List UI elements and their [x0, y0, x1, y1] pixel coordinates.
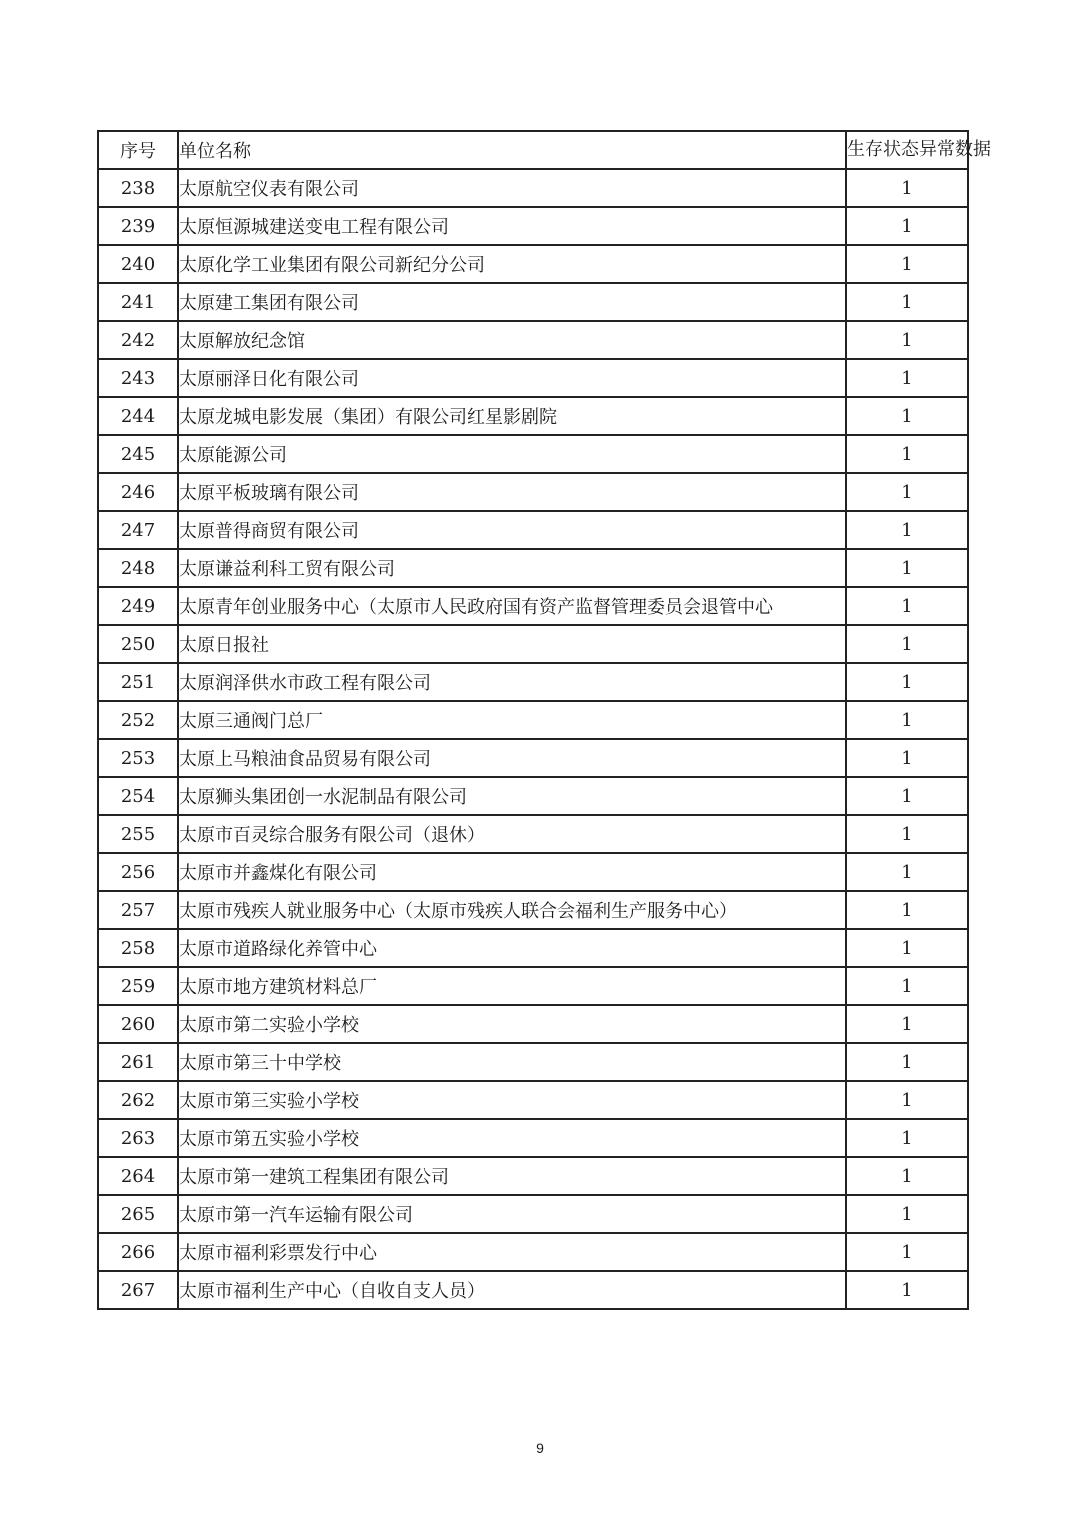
row-serial-number: 242 — [98, 321, 178, 359]
table-row — [98, 739, 968, 777]
row-unit-name: 太原上马粮油食品贸易有限公司 — [178, 739, 846, 777]
row-serial-number: 252 — [98, 701, 178, 739]
table-row — [98, 321, 968, 359]
row-abnormal-count: 1 — [846, 435, 968, 473]
row-abnormal-count: 1 — [846, 549, 968, 587]
row-unit-name: 太原市第三实验小学校 — [178, 1081, 846, 1119]
table-row — [98, 1233, 968, 1271]
table-row — [98, 1005, 968, 1043]
row-serial-number: 248 — [98, 549, 178, 587]
row-serial-number: 266 — [98, 1233, 178, 1271]
row-serial-number: 254 — [98, 777, 178, 815]
row-serial-number: 246 — [98, 473, 178, 511]
table-row — [98, 169, 968, 207]
row-abnormal-count: 1 — [846, 625, 968, 663]
row-unit-name: 太原润泽供水市政工程有限公司 — [178, 663, 846, 701]
row-serial-number: 245 — [98, 435, 178, 473]
table-row — [98, 207, 968, 245]
row-abnormal-count: 1 — [846, 1043, 968, 1081]
row-serial-number: 261 — [98, 1043, 178, 1081]
row-unit-name: 太原平板玻璃有限公司 — [178, 473, 846, 511]
row-abnormal-count: 1 — [846, 587, 968, 625]
table-row — [98, 549, 968, 587]
table-row — [98, 815, 968, 853]
row-serial-number: 243 — [98, 359, 178, 397]
row-serial-number: 259 — [98, 967, 178, 1005]
row-unit-name: 太原市第二实验小学校 — [178, 1005, 846, 1043]
row-unit-name: 太原市福利彩票发行中心 — [178, 1233, 846, 1271]
row-abnormal-count: 1 — [846, 397, 968, 435]
row-abnormal-count: 1 — [846, 511, 968, 549]
table-row — [98, 1081, 968, 1119]
row-unit-name: 太原市残疾人就业服务中心（太原市残疾人联合会福利生产服务中心） — [178, 891, 846, 929]
table-row — [98, 625, 968, 663]
table-row — [98, 435, 968, 473]
table-row — [98, 1195, 968, 1233]
row-serial-number: 258 — [98, 929, 178, 967]
row-unit-name: 太原市百灵综合服务有限公司（退休） — [178, 815, 846, 853]
page-number: 9 — [536, 1440, 544, 1456]
row-abnormal-count: 1 — [846, 1119, 968, 1157]
row-abnormal-count: 1 — [846, 1005, 968, 1043]
row-unit-name: 太原市道路绿化养管中心 — [178, 929, 846, 967]
table-body — [98, 169, 968, 1309]
row-abnormal-count: 1 — [846, 701, 968, 739]
table-row — [98, 1119, 968, 1157]
table-row — [98, 663, 968, 701]
row-abnormal-count: 1 — [846, 929, 968, 967]
row-unit-name: 太原市第一建筑工程集团有限公司 — [178, 1157, 846, 1195]
table-row — [98, 929, 968, 967]
row-abnormal-count: 1 — [846, 1081, 968, 1119]
row-abnormal-count: 1 — [846, 473, 968, 511]
table-row — [98, 397, 968, 435]
row-serial-number: 256 — [98, 853, 178, 891]
table-row — [98, 587, 968, 625]
header-serial-number: 序号 — [98, 131, 178, 169]
row-unit-name: 太原日报社 — [178, 625, 846, 663]
row-unit-name: 太原普得商贸有限公司 — [178, 511, 846, 549]
row-serial-number: 250 — [98, 625, 178, 663]
table-row — [98, 511, 968, 549]
data-table — [97, 130, 991, 1310]
row-serial-number: 253 — [98, 739, 178, 777]
row-serial-number: 262 — [98, 1081, 178, 1119]
table-row — [98, 473, 968, 511]
row-unit-name: 太原市第三十中学校 — [178, 1043, 846, 1081]
row-unit-name: 太原建工集团有限公司 — [178, 283, 846, 321]
row-abnormal-count: 1 — [846, 1271, 968, 1309]
row-unit-name: 太原三通阀门总厂 — [178, 701, 846, 739]
table-row — [98, 777, 968, 815]
table-row — [98, 283, 968, 321]
table-row — [98, 701, 968, 739]
row-serial-number: 238 — [98, 169, 178, 207]
row-abnormal-count: 1 — [846, 777, 968, 815]
row-serial-number: 264 — [98, 1157, 178, 1195]
row-unit-name: 太原龙城电影发展（集团）有限公司红星影剧院 — [178, 397, 846, 435]
row-abnormal-count: 1 — [846, 815, 968, 853]
row-serial-number: 251 — [98, 663, 178, 701]
row-serial-number: 247 — [98, 511, 178, 549]
row-abnormal-count: 1 — [846, 1195, 968, 1233]
table-row — [98, 359, 968, 397]
row-abnormal-count: 1 — [846, 169, 968, 207]
row-unit-name: 太原市并鑫煤化有限公司 — [178, 853, 846, 891]
row-serial-number: 255 — [98, 815, 178, 853]
row-unit-name: 太原市地方建筑材料总厂 — [178, 967, 846, 1005]
row-abnormal-count: 1 — [846, 739, 968, 777]
table-row — [98, 1043, 968, 1081]
row-abnormal-count: 1 — [846, 283, 968, 321]
table-row — [98, 245, 968, 283]
table-row — [98, 891, 968, 929]
table-row — [98, 853, 968, 891]
row-abnormal-count: 1 — [846, 891, 968, 929]
row-serial-number: 241 — [98, 283, 178, 321]
row-abnormal-count: 1 — [846, 1157, 968, 1195]
row-unit-name: 太原丽泽日化有限公司 — [178, 359, 846, 397]
row-unit-name: 太原狮头集团创一水泥制品有限公司 — [178, 777, 846, 815]
row-serial-number: 244 — [98, 397, 178, 435]
header-abnormal-data: 生存状态异常数据 — [846, 131, 968, 169]
row-abnormal-count: 1 — [846, 359, 968, 397]
row-serial-number: 263 — [98, 1119, 178, 1157]
table-row — [98, 967, 968, 1005]
row-serial-number: 249 — [98, 587, 178, 625]
row-unit-name: 太原航空仪表有限公司 — [178, 169, 846, 207]
row-abnormal-count: 1 — [846, 245, 968, 283]
row-abnormal-count: 1 — [846, 853, 968, 891]
row-abnormal-count: 1 — [846, 207, 968, 245]
row-serial-number: 260 — [98, 1005, 178, 1043]
row-unit-name: 太原市第五实验小学校 — [178, 1119, 846, 1157]
row-unit-name: 太原解放纪念馆 — [178, 321, 846, 359]
row-unit-name: 太原市第一汽车运输有限公司 — [178, 1195, 846, 1233]
row-unit-name: 太原谦益利科工贸有限公司 — [178, 549, 846, 587]
row-abnormal-count: 1 — [846, 967, 968, 1005]
row-unit-name: 太原青年创业服务中心（太原市人民政府国有资产监督管理委员会退管中心 — [178, 587, 846, 625]
row-serial-number: 240 — [98, 245, 178, 283]
row-serial-number: 257 — [98, 891, 178, 929]
row-unit-name: 太原化学工业集团有限公司新纪分公司 — [178, 245, 846, 283]
table-row — [98, 1157, 968, 1195]
row-abnormal-count: 1 — [846, 321, 968, 359]
row-unit-name: 太原市福利生产中心（自收自支人员） — [178, 1271, 846, 1309]
header-unit-name: 单位名称 — [178, 131, 846, 169]
row-unit-name: 太原恒源城建送变电工程有限公司 — [178, 207, 846, 245]
row-abnormal-count: 1 — [846, 663, 968, 701]
row-unit-name: 太原能源公司 — [178, 435, 846, 473]
table-header-row — [98, 131, 968, 169]
row-serial-number: 265 — [98, 1195, 178, 1233]
row-serial-number: 267 — [98, 1271, 178, 1309]
row-abnormal-count: 1 — [846, 1233, 968, 1271]
row-serial-number: 239 — [98, 207, 178, 245]
table-row — [98, 1271, 968, 1309]
